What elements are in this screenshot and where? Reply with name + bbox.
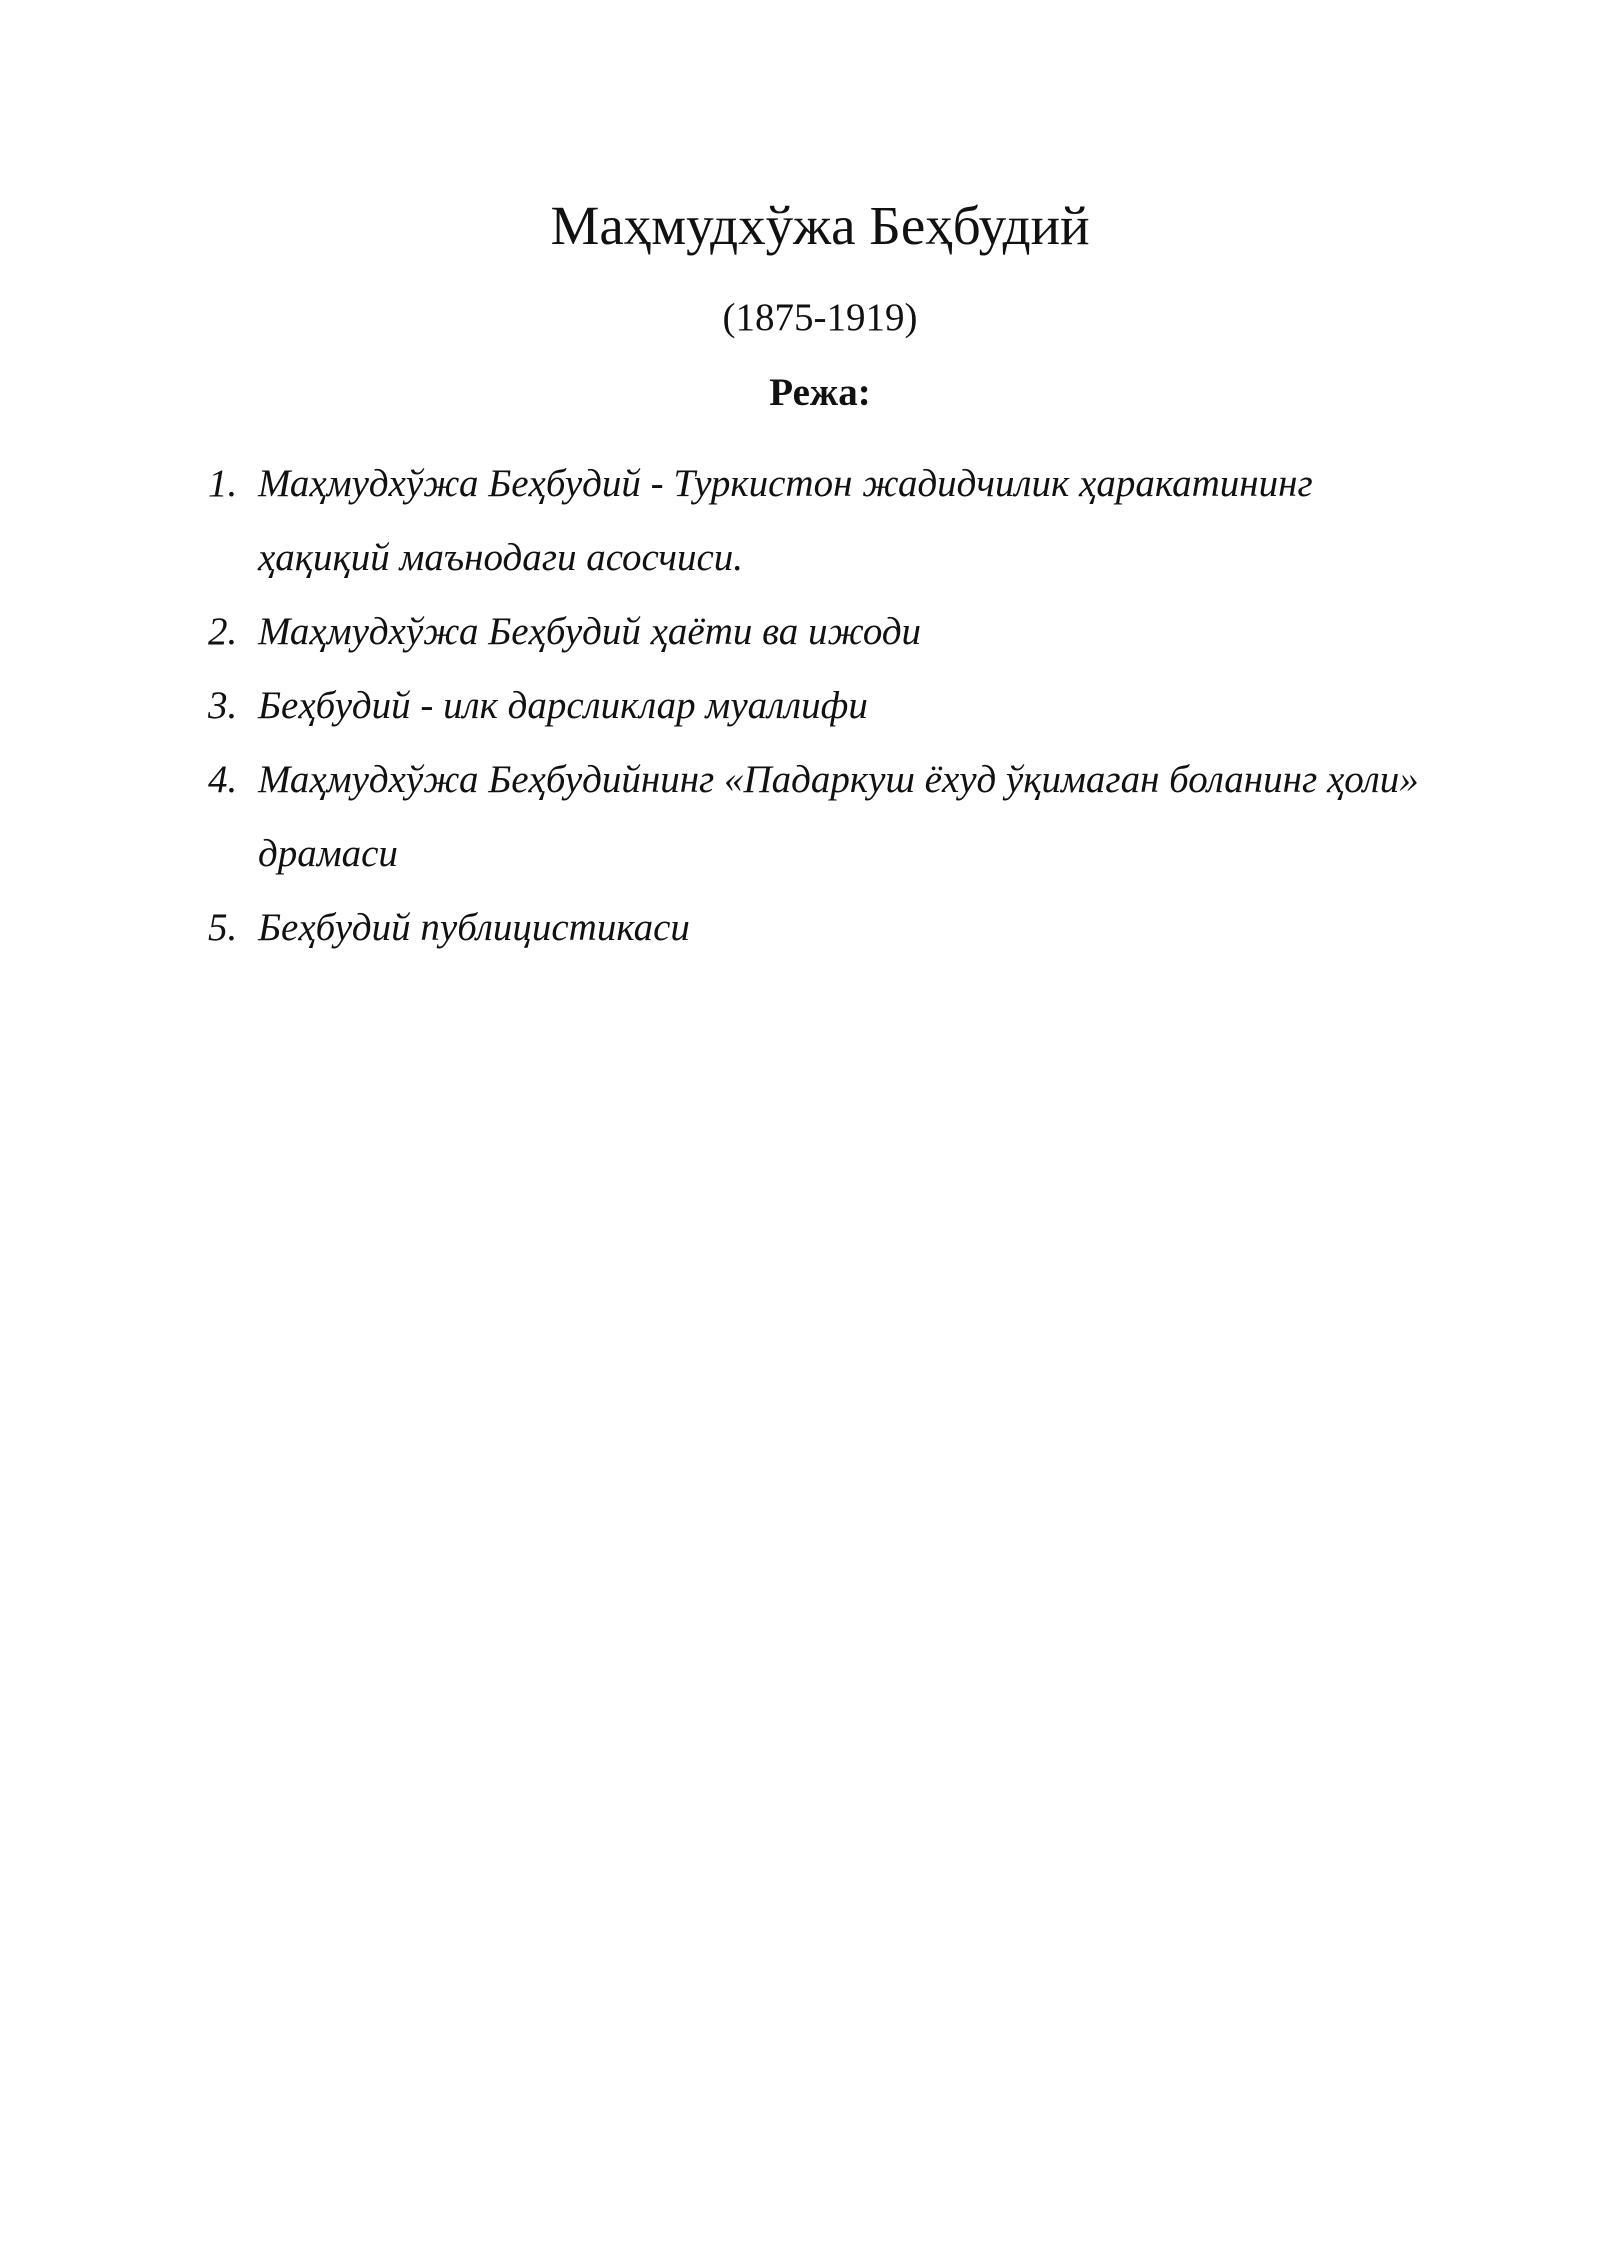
plan-item-text: Беҳбудий - илк дарсликлар муаллифи	[258, 684, 868, 727]
plan-item-number: 5.	[208, 906, 238, 949]
plan-item-text: Маҳмудхўжа Беҳбудий ҳаёти ва ижоди	[258, 610, 922, 653]
plan-item-number: 3.	[208, 684, 238, 727]
plan-heading: Режа:	[769, 371, 871, 414]
plan-item-1	[208, 447, 1448, 595]
plan-item-2	[208, 595, 1448, 669]
document-title: Маҳмудхўжа Беҳбудий	[550, 195, 1090, 256]
plan-item-text: Беҳбудий публицистикаси	[258, 906, 690, 949]
plan-item-text: Маҳмудхўжа Беҳбудийнинг «Падаркуш ёхуд ўқимаган боланинг ҳоли» драмаси	[258, 758, 1419, 875]
plan-item-text: Маҳмудхўжа Беҳбудий - Туркистон жадидчилик ҳаракатининг ҳақиқий маънодаги асосчиси.	[258, 462, 1313, 579]
plan-item-number: 2.	[208, 610, 238, 653]
plan-item-4	[208, 743, 1448, 891]
plan-item-3	[208, 669, 1448, 743]
life-years: (1875-1919)	[722, 296, 918, 339]
plan-list	[208, 447, 1448, 965]
plan-item-5	[208, 891, 1448, 965]
plan-item-number: 1.	[208, 462, 238, 505]
plan-item-number: 4.	[208, 758, 238, 801]
